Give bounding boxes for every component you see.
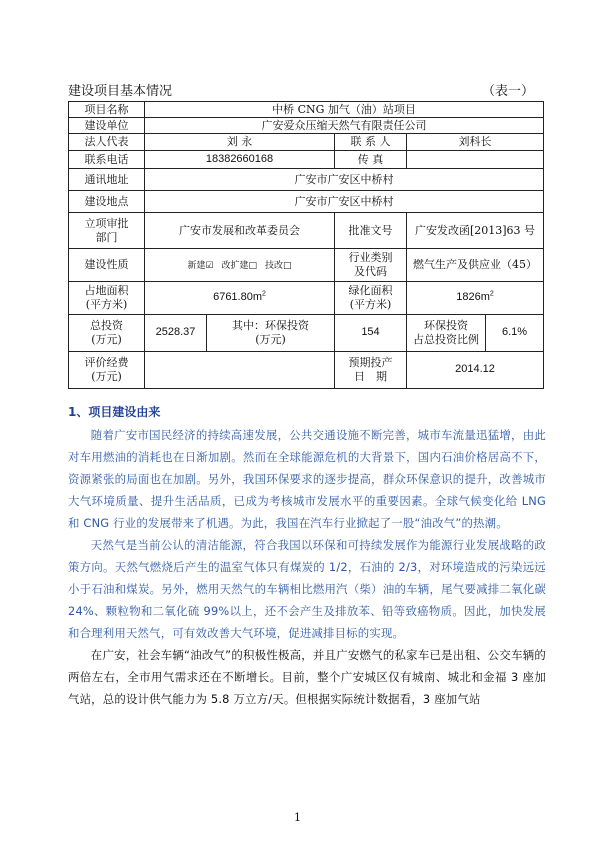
value-expected-date: 2014.12 (407, 352, 544, 389)
label-env-ratio (407, 315, 486, 352)
value-env-ratio: 6.1% (486, 315, 544, 352)
value-industry: 燃气生产及供应业（45） (407, 249, 544, 282)
label-industry-line2: 及代码 (354, 265, 387, 278)
option-tech: 技改□ (265, 260, 292, 271)
label-green-line1: 绿化面积 (348, 284, 393, 298)
value-area (145, 282, 335, 315)
label-address: 通讯地址 (69, 169, 145, 191)
label-contact: 联 系 人 (335, 134, 407, 151)
paragraph-2: 天然气是当前公认的清洁能源，符合我国以环保和可持续发展作为能源行业发展战略的政策方向。天然气燃烧后产生的温室气体只有煤炭的 1/2，石油的 2/3，对环境造成的污染远远小于石油和煤炭。另外，燃用天然气的车辆相比燃用汽（柴）油的车辆，尾气要减排二氧化碳 24%、颗粒物和二氧化硫 99%以上，还不会产生及排放苯、铅等致癌物质。因此，加快发展和合理利用天然气，可有效改善大气环境，促进减排目标的实现。 (68, 538, 546, 640)
label-project-name: 项目名称 (69, 102, 145, 118)
value-green-unit-sup: 2 (489, 290, 494, 298)
value-nature (145, 249, 335, 282)
value-area-unit-sup: 2 (262, 290, 266, 298)
label-eval-line1: 评价经费 (84, 356, 129, 370)
label-nature: 建设性质 (69, 249, 145, 282)
label-industry-line1: 行业类别 (348, 251, 393, 265)
label-approval-line1: 立项审批 (84, 216, 129, 230)
label-env-line2: (万元) (255, 333, 286, 346)
label-env-line1: 其中：环保投资 (232, 319, 309, 333)
project-background-section (68, 403, 546, 710)
value-green-area (407, 282, 544, 315)
value-approval: 广安市发展和改革委员会 (145, 213, 335, 249)
value-contact: 刘科长 (407, 134, 544, 151)
value-total-investment: 2528.37 (145, 315, 207, 352)
value-unit: 广安爱众压缩天然气有限责任公司 (145, 118, 544, 134)
label-fax: 传 真 (335, 151, 407, 169)
label-expected-date (335, 352, 407, 389)
label-invest-line1: 总投资 (90, 319, 123, 333)
label-green-line2: (平方米) (349, 298, 392, 311)
value-location: 广安市广安区中桥村 (145, 191, 544, 213)
table-row (69, 102, 544, 118)
label-phone: 联系电话 (69, 151, 145, 169)
value-legal-rep: 刘 永 (145, 134, 335, 151)
table-row (69, 249, 544, 282)
label-approval (69, 213, 145, 249)
label-env-investment (207, 315, 335, 352)
label-unit: 建设单位 (69, 118, 145, 134)
value-evaluation-fee (145, 352, 335, 389)
table-number: （表一） (482, 84, 535, 99)
label-green-area (335, 282, 407, 315)
label-approval-no: 批准文号 (335, 213, 407, 249)
label-invest-line2: (万元) (91, 333, 122, 346)
label-evaluation-fee (69, 352, 145, 389)
value-approval-no: 广安发改函[2013]63 号 (407, 213, 544, 249)
value-fax (407, 151, 544, 169)
label-eval-line2: (万元) (91, 370, 122, 383)
label-date-line2: 日 期 (354, 370, 387, 383)
table-row (69, 151, 544, 169)
basic-info-table (68, 101, 544, 389)
value-address: 广安市广安区中桥村 (145, 169, 544, 191)
label-area-line2: (平方米) (85, 298, 128, 311)
value-project-name: 中桥 CNG 加气（油）站项目 (145, 102, 544, 118)
table-row (69, 191, 544, 213)
label-approval-line2: 部门 (95, 230, 118, 244)
value-env-investment: 154 (335, 315, 407, 352)
label-total-investment (69, 315, 145, 352)
page-number: 1 (294, 811, 301, 824)
label-legal-rep: 法人代表 (69, 134, 145, 151)
value-green-number: 1826m (456, 291, 490, 304)
table-row (69, 282, 544, 315)
option-new-checked: 新建☑ (187, 260, 214, 271)
label-area-line1: 占地面积 (84, 284, 129, 298)
table-row (69, 315, 544, 352)
value-phone: 18382660168 (145, 151, 335, 169)
label-date-line1: 预期投产 (348, 356, 393, 370)
table-row (69, 118, 544, 134)
section-heading: 1、项目建设由来 (68, 405, 161, 419)
table-row (69, 352, 544, 389)
table-row (69, 134, 544, 151)
value-area-number: 6761.80m (213, 291, 263, 304)
option-expand: 改扩建□ (221, 260, 258, 271)
document-title: 建设项目基本情况 (68, 84, 173, 99)
label-location: 建设地点 (69, 191, 145, 213)
table-row (69, 169, 544, 191)
paragraph-1: 随着广安市国民经济的持续高速发展，公共交通设施不断完善，城市车流量迅猛增，由此对车用燃油的消耗也在日渐加剧。然而在全球能源危机的大背景下，国内石油价格居高不下，资源紧张的局面也在加剧。另外，我国环保要求的逐步提高，群众环保意识的提升，改善城市大气环境质量、提升生活品质，已成为考核城市发展水平的重要因素。全球气候变化给 LNG 和 CNG 行业的发展带来了机遇。为此，我国在汽车行业掀起了一股“油改气”的热潮。 (68, 428, 546, 530)
paragraph-3: 在广安，社会车辆“油改气”的积极性极高，并且广安燃气的私家车已是出租、公交车辆的两倍左右，全市用气需求还在不断增长。目前，整个广安城区仅有城南、城北和金福 3 座加气站，总的设计供气能力为 5.8 万立方/天。但根据实际统计数据看，3 座加气站 (68, 648, 546, 706)
label-area (69, 282, 145, 315)
table-row (69, 213, 544, 249)
label-ratio-line2: 占总投资比例 (413, 333, 479, 346)
label-industry (335, 249, 407, 282)
label-ratio-line1: 环保投资 (424, 319, 468, 333)
